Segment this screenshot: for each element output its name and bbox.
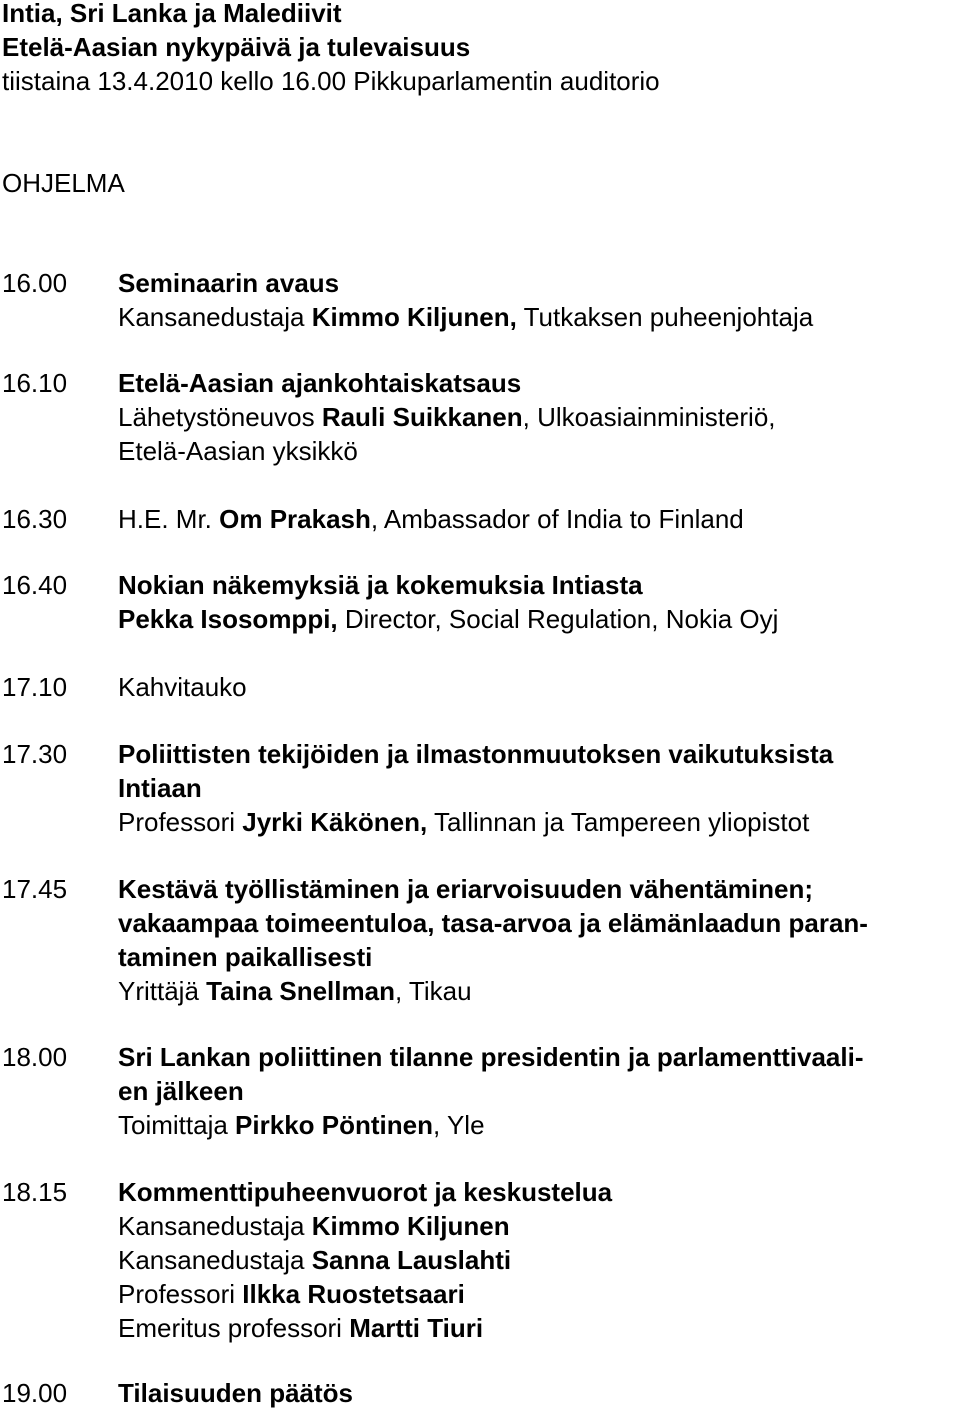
item-time: 16.30: [2, 504, 68, 534]
document-header: [2, 0, 660, 98]
item-content: [118, 737, 958, 839]
item-time: 19.00: [2, 1378, 68, 1408]
item-time: 17.30: [2, 739, 68, 769]
item-speaker: [118, 1108, 958, 1142]
speaker-affiliation: , Yle: [432, 1110, 485, 1140]
speaker-name: Jyrki Käkönen,: [242, 807, 428, 837]
item-time: 16.40: [2, 570, 68, 600]
event-subtitle: Etelä-Aasian nykypäivä ja tulevaisuus: [2, 32, 471, 62]
item-title: Etelä-Aasian ajankohtaiskatsaus: [118, 368, 522, 398]
speaker-affiliation: , Ambassador of India to Finland: [370, 504, 744, 534]
item-content: [118, 266, 958, 334]
program-title: OHJELMA: [2, 168, 125, 198]
item-title: Kommenttipuheenvuorot ja keskustelua: [118, 1177, 613, 1207]
item-title: Nokian näkemyksiä ja kokemuksia Intiasta: [118, 570, 643, 600]
speaker-name: Sanna Lauslahti: [311, 1245, 512, 1275]
item-speaker: [118, 974, 958, 1008]
item-speaker: [118, 805, 958, 839]
event-title: Intia, Sri Lanka ja Malediivit: [2, 0, 342, 28]
item-speaker: [118, 1311, 958, 1345]
speaker-role: Kansanedustaja: [118, 1245, 312, 1275]
speaker-name: Pirkko Pöntinen: [235, 1110, 433, 1140]
speaker-role: Kansanedustaja: [118, 1211, 312, 1241]
item-content: [118, 872, 958, 1008]
item-title-continued: Intiaan: [118, 773, 202, 803]
item-speaker-continued: Etelä-Aasian yksikkö: [118, 436, 358, 466]
event-date-location: tiistaina 13.4.2010 kello 16.00 Pikkuparlamentin auditorio: [2, 66, 660, 96]
speaker-role: Professori: [118, 807, 243, 837]
item-content: [118, 1376, 958, 1410]
item-title-continued: en jälkeen: [118, 1076, 244, 1106]
item-content: [118, 670, 958, 704]
speaker-affiliation: , Tikau: [394, 976, 472, 1006]
speaker-name: Pekka Isosomppi,: [118, 604, 338, 634]
item-time: 17.45: [2, 874, 68, 904]
item-title: Poliittisten tekijöiden ja ilmastonmuutoksen vaikutuksista: [118, 739, 834, 769]
item-content: [118, 1175, 958, 1345]
item-title-continued: vakaampaa toimeentuloa, tasa-arvoa ja elämänlaadun paran-: [118, 908, 868, 938]
speaker-role: Emeritus professori: [118, 1313, 350, 1343]
speaker-role: Yrittäjä: [118, 976, 207, 1006]
speaker-role: H.E. Mr.: [118, 504, 220, 534]
speaker-affiliation: Director, Social Regulation, Nokia Oyj: [337, 604, 779, 634]
item-speaker: [118, 1209, 958, 1243]
item-plain-label: Kahvitauko: [118, 672, 247, 702]
item-content: [118, 568, 958, 636]
item-time: 17.10: [2, 672, 68, 702]
speaker-role: Professori: [118, 1279, 243, 1309]
item-content: [118, 1040, 958, 1142]
item-time: 16.10: [2, 368, 68, 398]
speaker-name: Kimmo Kiljunen,: [311, 302, 517, 332]
speaker-role: Lähetystöneuvos: [118, 402, 322, 432]
item-title: Sri Lankan poliittinen tilanne presidentin ja parlamenttivaali-: [118, 1042, 864, 1072]
item-speaker: [118, 602, 958, 636]
item-speaker: [118, 502, 958, 536]
speaker-name: Ilkka Ruostetsaari: [242, 1279, 465, 1309]
item-title: Tilaisuuden päätös: [118, 1378, 354, 1408]
speaker-name: Rauli Suikkanen: [321, 402, 523, 432]
item-content: [118, 366, 958, 468]
speaker-role: Kansanedustaja: [118, 302, 312, 332]
item-time: 18.15: [2, 1177, 68, 1207]
speaker-affiliation: Tutkaksen puheenjohtaja: [516, 302, 814, 332]
speaker-role: Toimittaja: [118, 1110, 236, 1140]
item-speaker: [118, 400, 958, 434]
item-time: 18.00: [2, 1042, 68, 1072]
item-title: Kestävä työllistäminen ja eriarvoisuuden vähentäminen;: [118, 874, 814, 904]
item-speaker: [118, 1243, 958, 1277]
speaker-name: Kimmo Kiljunen: [311, 1211, 510, 1241]
item-speaker: [118, 300, 958, 334]
item-speaker: [118, 1277, 958, 1311]
speaker-affiliation: , Ulkoasiainministeriö,: [522, 402, 776, 432]
item-title-continued: taminen paikallisesti: [118, 942, 373, 972]
speaker-name: Om Prakash: [219, 504, 371, 534]
speaker-affiliation: Tallinnan ja Tampereen yliopistot: [427, 807, 810, 837]
speaker-name: Taina Snellman: [206, 976, 395, 1006]
item-content: [118, 502, 958, 536]
item-time: 16.00: [2, 268, 68, 298]
item-title: Seminaarin avaus: [118, 268, 340, 298]
speaker-name: Martti Tiuri: [349, 1313, 484, 1343]
